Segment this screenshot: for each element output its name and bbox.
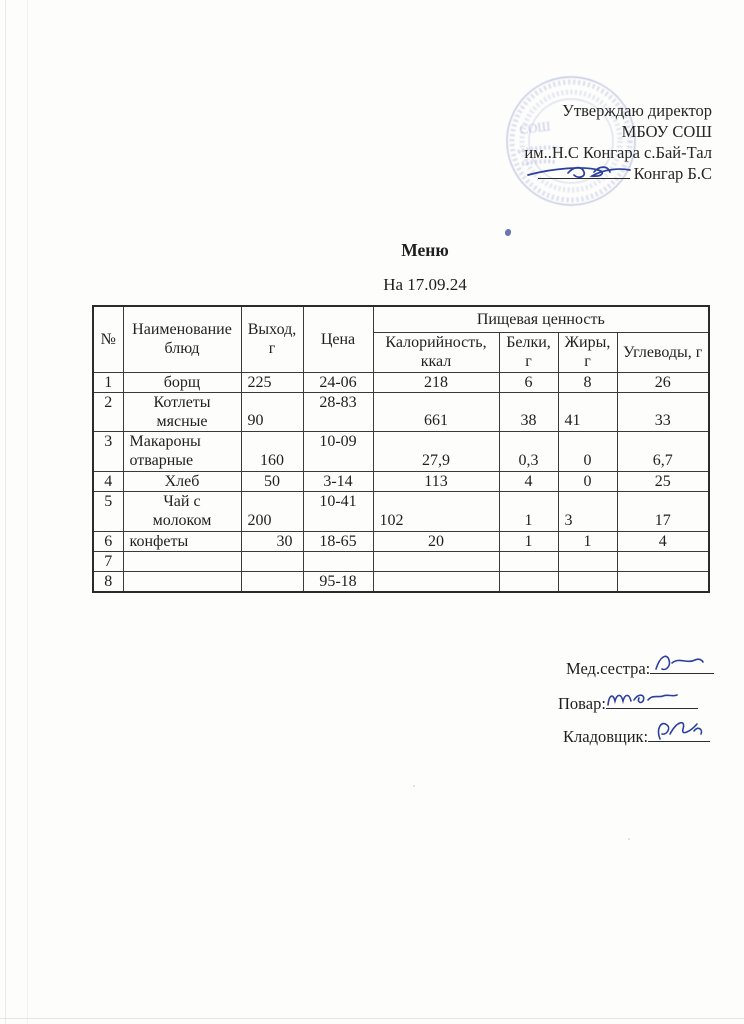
table-row <box>93 531 709 551</box>
col-header-num: № <box>93 306 123 372</box>
cell-name <box>123 551 241 571</box>
dust-speck <box>413 785 415 787</box>
cell-cal <box>373 571 499 592</box>
scan-edge-line <box>5 0 6 1024</box>
cell-name <box>123 431 241 471</box>
signature-underline <box>538 175 630 179</box>
cell-prot: 0,3 <box>499 431 558 471</box>
scan-edge-line <box>27 0 28 1024</box>
cook-label: Повар: <box>558 694 606 713</box>
cell-price: 24-06 <box>303 372 373 392</box>
dish-name-line: Чай с <box>163 493 201 510</box>
cell-name <box>123 571 241 592</box>
cell-cal: 27,9 <box>373 431 499 471</box>
cell-prot: 1 <box>499 491 558 531</box>
table-header-row <box>93 306 709 332</box>
cell-num: 2 <box>93 392 123 431</box>
table-row <box>93 551 709 571</box>
cell-num: 8 <box>93 571 123 592</box>
col-header-prot: Белки, г <box>499 332 558 372</box>
med-signature-row <box>566 659 714 679</box>
cell-cal: 113 <box>373 471 499 491</box>
storekeeper-signature-row <box>563 727 710 747</box>
cell-carb: 25 <box>617 471 709 491</box>
cell-cal: 218 <box>373 372 499 392</box>
scan-edge-line <box>0 1018 744 1019</box>
approval-block <box>524 100 712 184</box>
cell-out <box>241 551 303 571</box>
cell-fat: 3 <box>558 491 617 531</box>
cell-fat <box>558 551 617 571</box>
cell-prot: 38 <box>499 392 558 431</box>
stamp-center-text: СОШ <box>518 118 552 137</box>
cell-out <box>241 571 303 592</box>
cell-price: 28-83 <box>303 392 373 431</box>
cell-cal: 102 <box>373 491 499 531</box>
cell-prot <box>499 551 558 571</box>
cell-fat: 0 <box>558 431 617 471</box>
director-name: Конгар Б.С <box>633 164 712 183</box>
col-header-carb: Углеводы, г <box>617 332 709 372</box>
cell-price: 95-18 <box>303 571 373 592</box>
med-label: Мед.сестра: <box>566 659 651 678</box>
page-title: Меню <box>401 240 449 260</box>
med-signature-icon <box>650 651 706 677</box>
cell-name <box>123 392 241 431</box>
cell-cal <box>373 551 499 571</box>
cell-carb: 6,7 <box>617 431 709 471</box>
cell-out: 160 <box>241 431 303 471</box>
cell-fat: 8 <box>558 372 617 392</box>
approval-line-3: им..Н.С Конгара с.Бай-Тал <box>524 143 712 162</box>
cell-carb <box>617 551 709 571</box>
approval-line-1: Утверждаю директор <box>562 101 712 120</box>
dish-name-line: молоком <box>152 512 212 529</box>
col-header-out: Выход, г <box>241 306 303 372</box>
dish-name-line: Котлеты <box>153 393 211 411</box>
cell-prot <box>499 571 558 592</box>
cell-name: конфеты <box>123 531 241 551</box>
cell-out: 200 <box>241 491 303 531</box>
cell-fat: 0 <box>558 471 617 491</box>
cell-name <box>123 491 241 531</box>
cell-carb: 17 <box>617 491 709 531</box>
col-header-cal: Калорийность, ккал <box>373 332 499 372</box>
col-header-fat: Жиры, г <box>558 332 617 372</box>
table-row <box>93 431 709 471</box>
cell-price: 10-09 <box>303 431 373 471</box>
col-header-price: Цена <box>303 306 373 372</box>
cell-fat: 41 <box>558 392 617 431</box>
table-row <box>93 491 709 531</box>
dish-name-line: отварные <box>129 452 194 469</box>
dust-speck <box>628 838 630 840</box>
cell-fat: 1 <box>558 531 617 551</box>
director-signature-icon <box>524 160 636 184</box>
col-header-nutrition: Пищевая ценность <box>373 306 709 332</box>
cell-num: 7 <box>93 551 123 571</box>
cell-prot: 1 <box>499 531 558 551</box>
storekeeper-label: Кладовщик: <box>563 727 649 746</box>
cell-num: 3 <box>93 431 123 471</box>
cell-price: 3-14 <box>303 471 373 491</box>
signature-underline <box>648 738 710 742</box>
cell-name: борщ <box>123 372 241 392</box>
cell-carb <box>617 571 709 592</box>
cook-signature-row <box>558 694 698 714</box>
cell-prot: 6 <box>499 372 558 392</box>
ink-dot <box>504 228 511 236</box>
cell-fat <box>558 571 617 592</box>
cell-num: 1 <box>93 372 123 392</box>
table-row <box>93 372 709 392</box>
menu-date: На 17.09.24 <box>383 275 467 294</box>
approval-line-2: МБОУ СОШ <box>621 122 712 141</box>
cell-cal: 20 <box>373 531 499 551</box>
cell-num: 4 <box>93 471 123 491</box>
cell-carb: 26 <box>617 372 709 392</box>
approval-signature-line <box>538 163 712 184</box>
cell-carb: 4 <box>617 531 709 551</box>
signature-underline <box>650 670 714 674</box>
cell-num: 6 <box>93 531 123 551</box>
storekeeper-signature-icon <box>652 717 708 745</box>
dish-name-line: Макароны <box>129 433 201 450</box>
cell-cal: 661 <box>373 392 499 431</box>
cell-carb: 33 <box>617 392 709 431</box>
table-row <box>93 571 709 592</box>
dish-name-line: мясные <box>156 412 208 430</box>
table-row <box>93 471 709 491</box>
cell-price <box>303 551 373 571</box>
cell-out: 225 <box>241 372 303 392</box>
cell-name: Хлеб <box>123 471 241 491</box>
cell-out: 90 <box>241 392 303 431</box>
menu-table <box>92 305 710 593</box>
table-row <box>93 392 709 431</box>
cell-prot: 4 <box>499 471 558 491</box>
col-header-name: Наименование блюд <box>123 306 241 372</box>
cook-signature-icon <box>606 686 680 712</box>
cell-price: 10-41 <box>303 491 373 531</box>
cell-out: 30 <box>241 531 303 551</box>
cell-out: 50 <box>241 471 303 491</box>
cell-price: 18-65 <box>303 531 373 551</box>
signature-underline <box>606 705 698 709</box>
cell-num: 5 <box>93 491 123 531</box>
